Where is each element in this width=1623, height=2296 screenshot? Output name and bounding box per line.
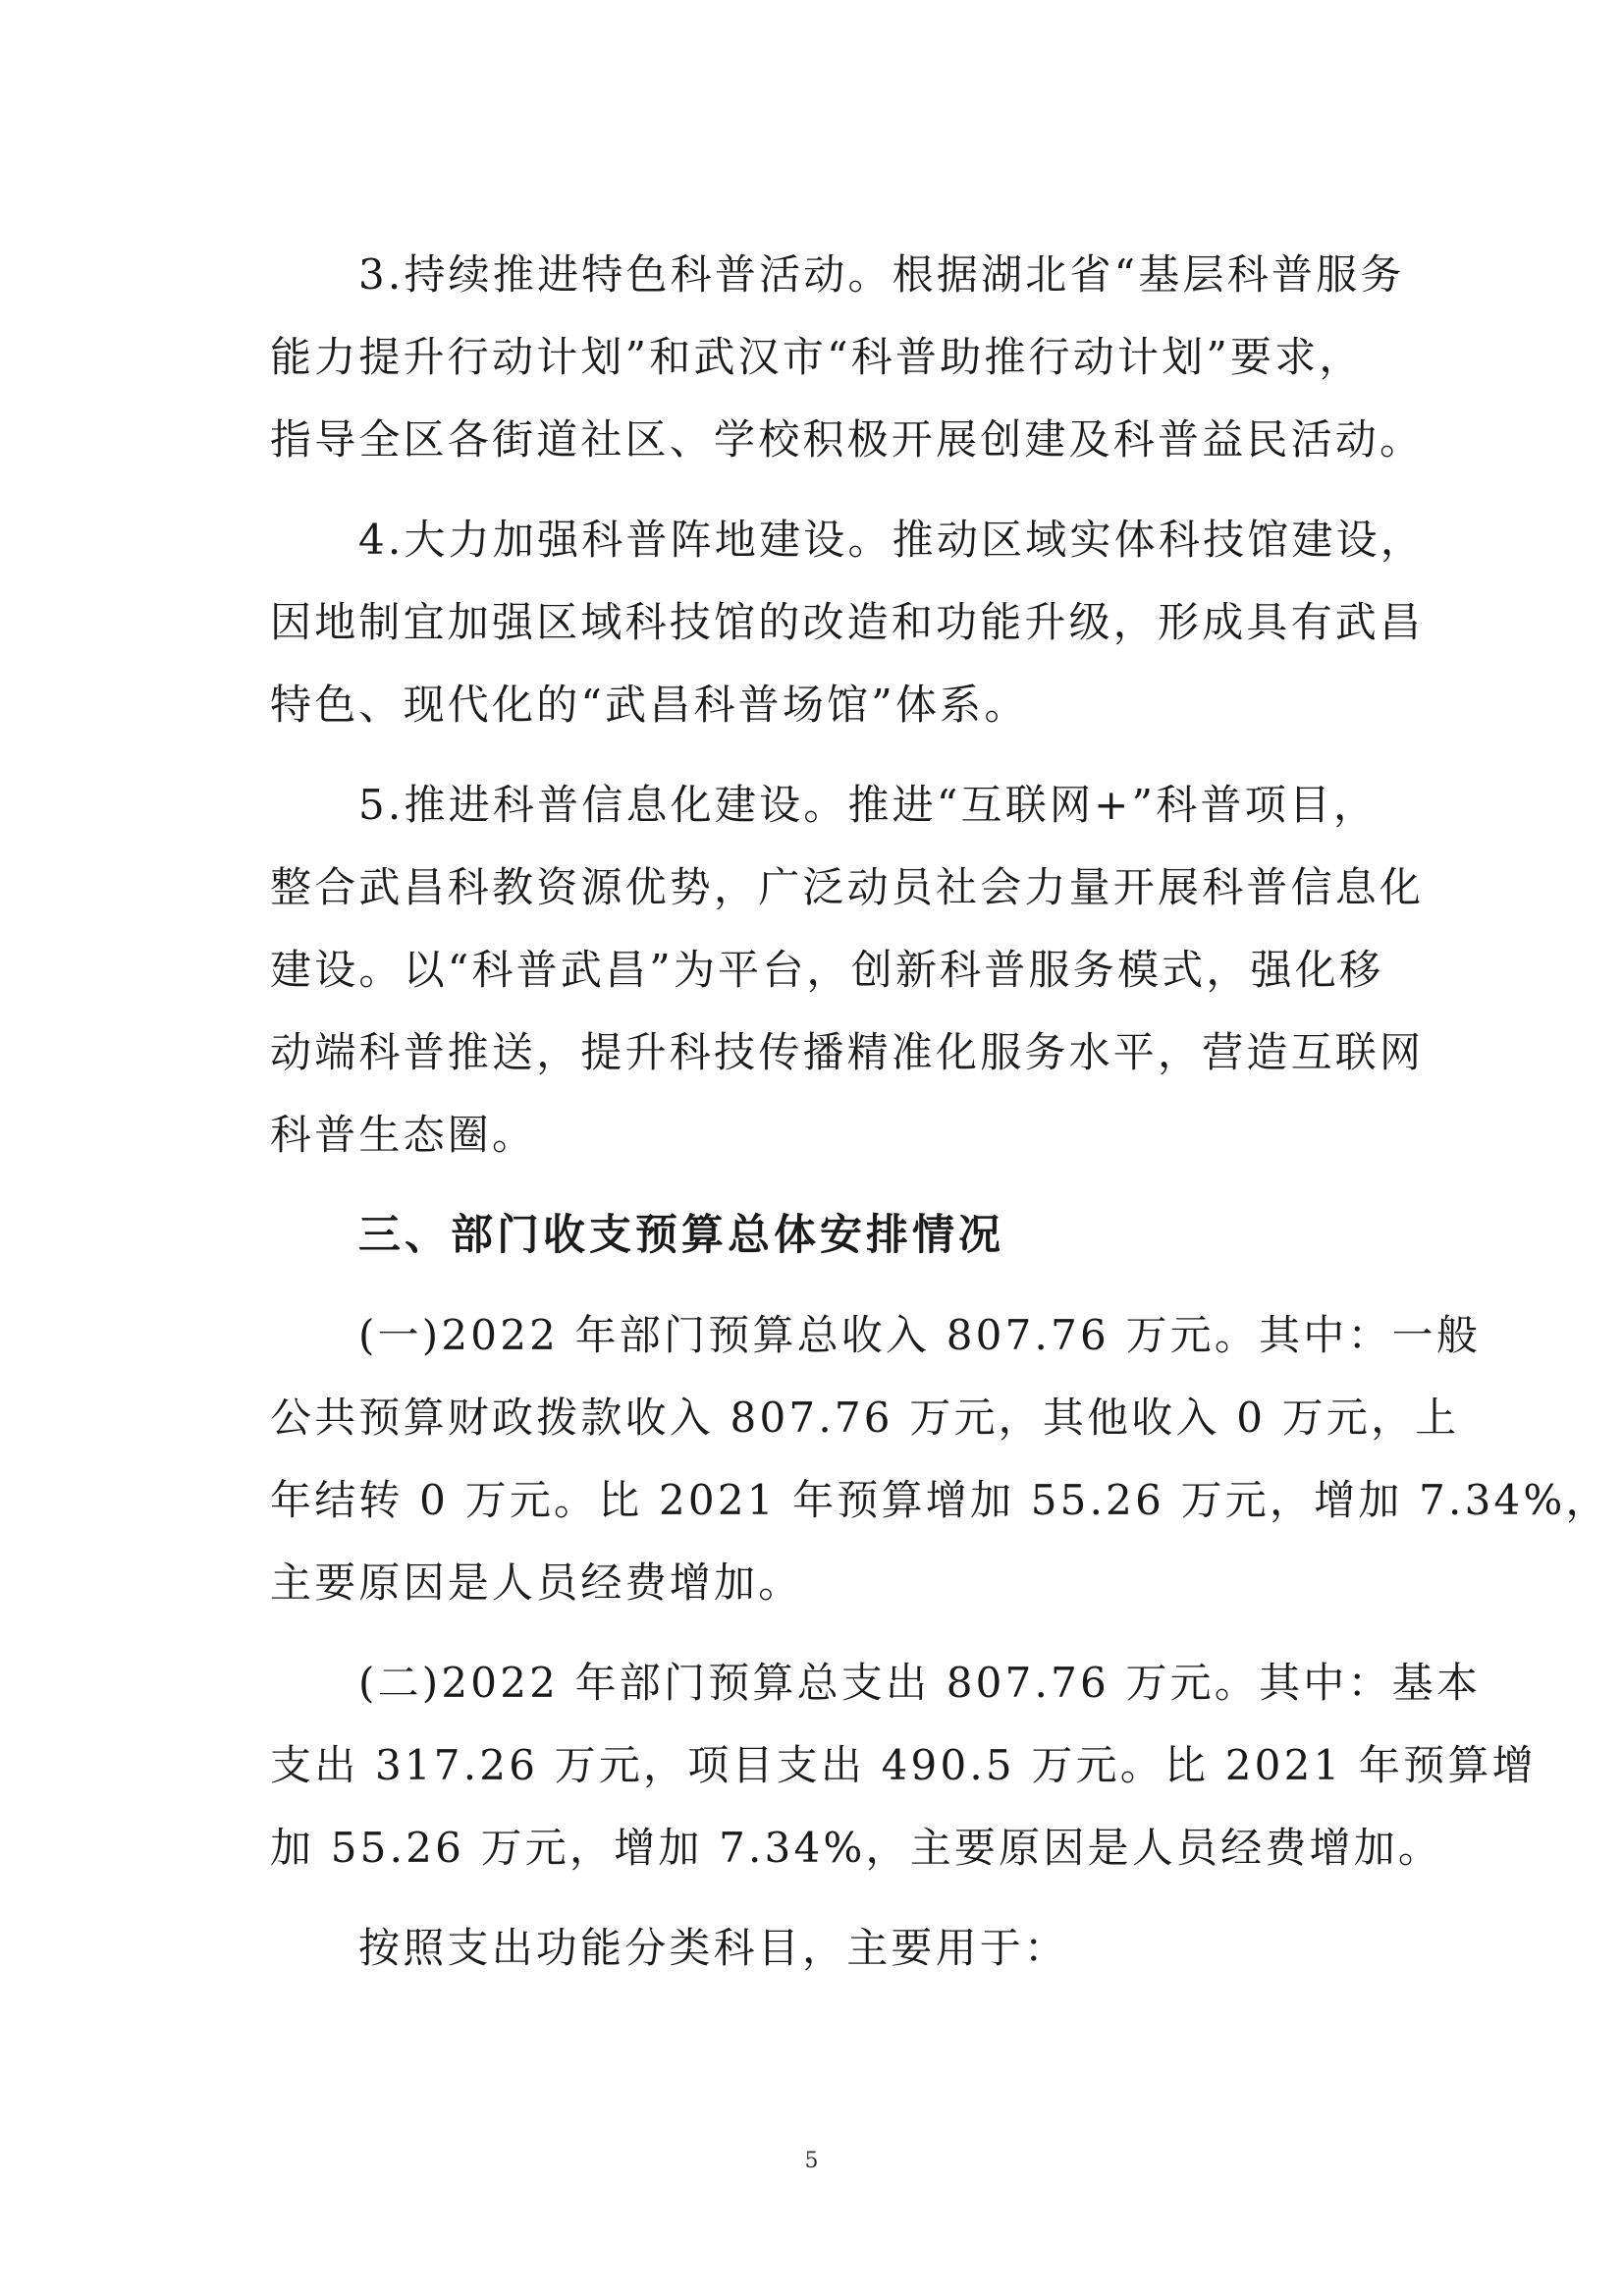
text-line: 特色、现代化的“武昌科普场馆”体系。 (270, 681, 1029, 729)
paragraph-budget-expenditure (270, 1642, 1537, 1889)
paragraph-budget-income (270, 1294, 1610, 1624)
section-heading: 三、部门收支预算总体安排情况 (358, 1211, 1004, 1260)
page-number: 5 (804, 2149, 819, 2173)
paragraph-science-activities (270, 234, 1425, 481)
text-line: 因地制宜加强区域科技馆的改造和功能升级，形成具有武昌 (270, 598, 1425, 646)
paragraph-science-venues (270, 499, 1426, 746)
text-line: 年结转 0 万元。比 2021 年预算增加 55.26 万元，增加 7.34%， (270, 1476, 1610, 1524)
text-line: 能力提升行动计划”和武汉市“科普助推行动计划”要求， (270, 333, 1364, 381)
text-line: 5.推进科普信息化建设。推进“互联网+”科普项目， (358, 781, 1379, 829)
text-line: 动端科普推送，提升科技传播精准化服务水平，营造互联网 (270, 1028, 1425, 1076)
text-line: 按照支出功能分类科目，主要用于： (358, 1924, 1069, 1972)
text-line: 4.大力加强科普阵地建设。推动区域实体科技馆建设， (358, 516, 1426, 564)
text-line: 指导全区各街道社区、学校积极开展创建及科普益民活动。 (270, 415, 1425, 464)
text-line: 科普生态圈。 (270, 1111, 537, 1159)
text-line: 公共预算财政拨款收入 807.76 万元，其他收入 0 万元，上 (270, 1394, 1460, 1442)
document-body (270, 234, 1610, 2007)
text-line: 支出 317.26 万元，项目支出 490.5 万元。比 2021 年预算增 (270, 1741, 1537, 1789)
text-line: 3.持续推进特色科普活动。根据湖北省“基层科普服务 (358, 250, 1405, 299)
paragraph-expenditure-classification (270, 1907, 1409, 1990)
paragraph-science-informatization (270, 764, 1425, 1176)
text-line: (一)2022 年部门预算总收入 807.76 万元。其中：一般 (358, 1311, 1482, 1359)
text-line: 加 55.26 万元，增加 7.34%，主要原因是人员经费增加。 (270, 1824, 1443, 1872)
text-line: (二)2022 年部门预算总支出 807.76 万元。其中：基本 (358, 1659, 1482, 1707)
text-line: 建设。以“科普武昌”为平台，创新科普服务模式，强化移 (270, 946, 1384, 994)
text-line: 主要原因是人员经费增加。 (270, 1558, 803, 1607)
text-line: 整合武昌科教资源优势，广泛动员社会力量开展科普信息化 (270, 863, 1425, 911)
